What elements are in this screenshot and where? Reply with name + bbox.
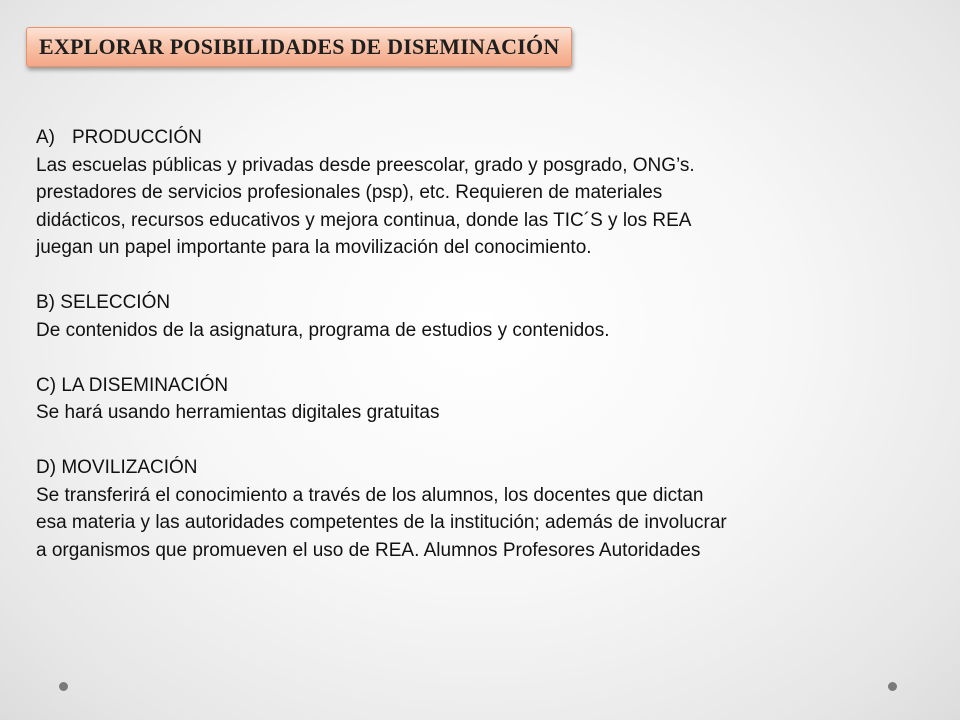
decorative-dot-right [888,682,897,691]
section-movilizacion [36,454,936,564]
paragraph-line: esa materia y las autoridades competentes de la institución; además de involucrar [36,512,727,533]
paragraph-line: De contenidos de la asignatura, programa de estudios y contenidos. [36,319,610,341]
paragraph-line: Se hará usando herramientas digitales gratuitas [36,402,440,423]
section-diseminacion [36,372,936,427]
slide-title: EXPLORAR POSIBILIDADES DE DISEMINACIÓN [39,34,560,59]
paragraph-line: didácticos, recursos educativos y mejora continua, donde las TIC´S y los REA [36,209,692,231]
decorative-dot-left [59,682,68,691]
paragraph-line: a organismos que promueven el uso de REA. Alumnos Profesores Autoridades [36,539,701,561]
list-marker: A) [36,127,55,148]
paragraph-line: prestadores de servicios profesionales (psp), etc. Requieren de materiales [36,182,663,203]
section-produccion [36,124,936,262]
paragraph-line: Las escuelas públicas y privadas desde preescolar, grado y posgrado, ONG’s. [36,154,695,176]
paragraph-line: juegan un papel importante para la movilización del conocimiento. [36,237,592,258]
slide-body [36,124,936,564]
section-heading [36,124,936,152]
title-banner [26,27,572,67]
section-heading: D) MOVILIZACIÓN [36,457,198,478]
paragraph-line: Se transferirá el conocimiento a través de los alumnos, los docentes que dictan [36,484,704,506]
section-seleccion [36,289,936,344]
heading-text: PRODUCCIÓN [72,127,202,148]
section-heading: C) LA DISEMINACIÓN [36,374,229,396]
section-heading: B) SELECCIÓN [36,292,171,313]
